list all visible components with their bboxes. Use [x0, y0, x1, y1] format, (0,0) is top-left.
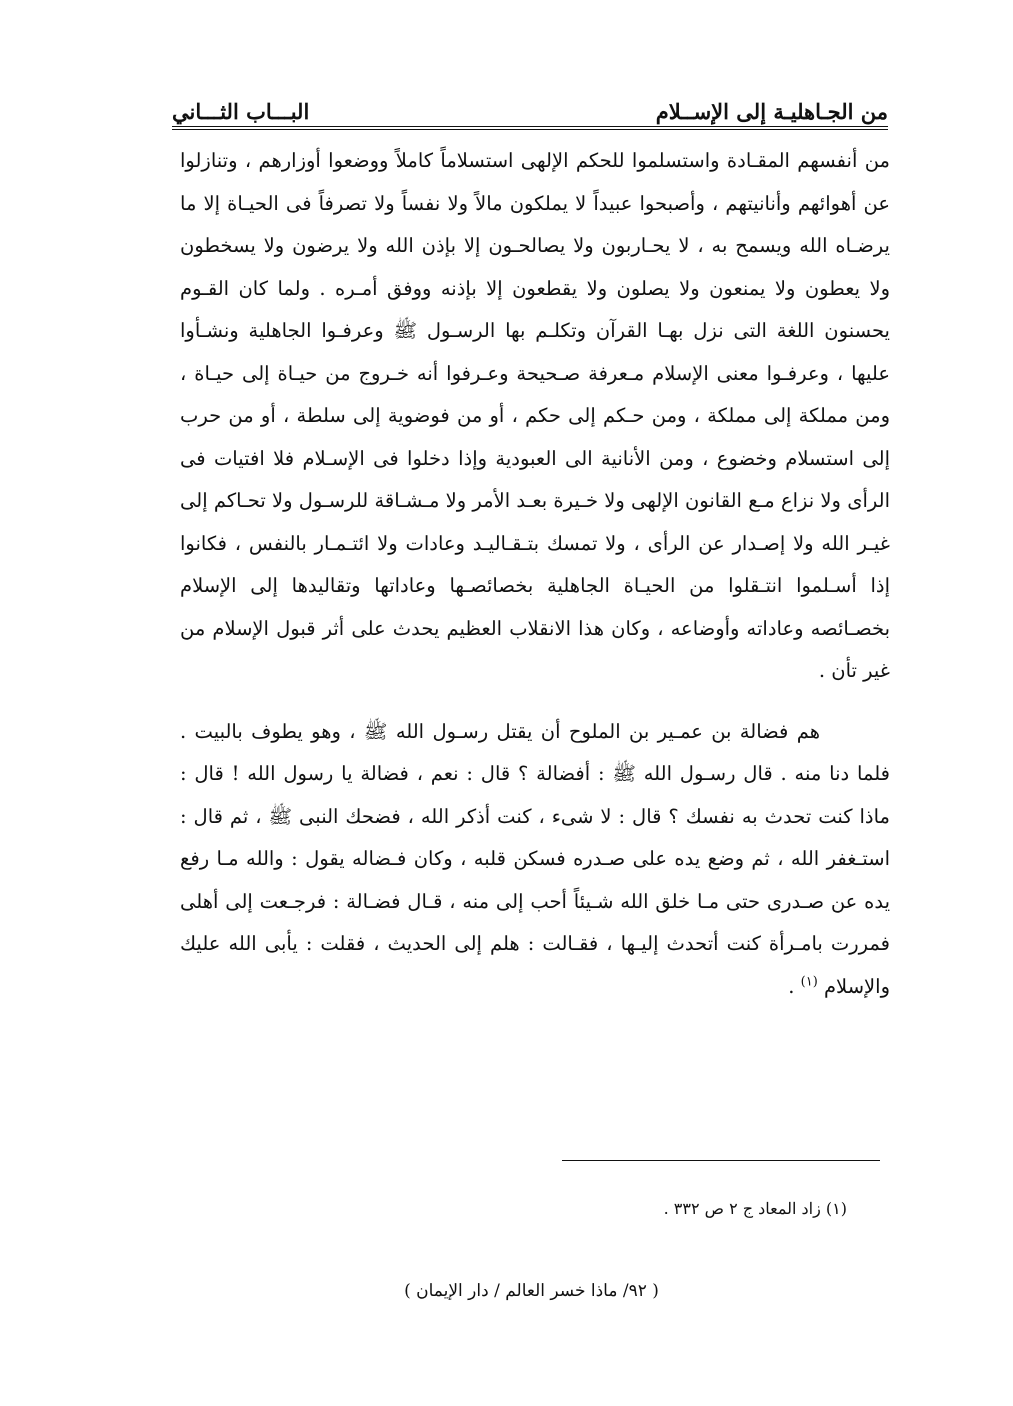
footnote-separator [562, 1160, 880, 1161]
footnote-reference: (١) [800, 974, 818, 989]
paragraph-2-end: . [788, 974, 801, 998]
header-book-section-title: من الجـاهليـة إلى الإســلام [655, 99, 888, 124]
page-footer: ( ٩٢/ ماذا خسر العالم / دار الإيمان ) [404, 1281, 659, 1301]
main-text [180, 140, 890, 1008]
header-rule [172, 126, 888, 130]
paragraph-1: من أنفسهم المقـادة واستسلموا للحكم الإلهى استسلاماً كاملاً ووضعوا أوزارهم ، وتنازلوا عن أهوائهم وأنانيتهم ، وأصبحوا عبيداً لا يملكون مالاً ولا نفساً ولا تصرفاً فى الحيـاة إلا ما يرضـاه الله ويسمح به ، لا يحـاربون ولا يصالحـون إلا بإذن الله ولا يرضون ولا يسخطون ولا يعطون ولا يمنعون ولا يصلون ولا يقطعون إلا بإذنه ووفق أمـره . ولما كان القـوم يحسنون اللغة التى نزل بهـا القرآن وتكلـم بها الرسـول ﷺ وعرفـوا الجاهلية ونشـأوا عليها ، وعرفـوا معنى الإسلام مـعرفة صـحيحة وعـرفوا أنه خـروج من حيـاة إلى حيـاة ، ومن مملكة إلى مملكة ، ومن حـكم إلى حكم ، أو من فوضوية إلى سلطة ، أو من حرب إلى استسلام وخضوع ، ومن الأنانية الى العبودية وإذا دخلوا فى الإسـلام فلا افتيات فى الرأى ولا نزاع مـع القانون الإلهى ولا خـيرة بعـد الأمر ولا مـشـاقة للرسـول ولا تحـاكم إلى غيـر الله ولا إصـدار عن الرأى ، ولا تمسك بتـقـاليـد وعادات ولا ائتـمـار بالنفس ، فكانوا إذا أسـلموا انتـقلوا من الحيـاة الجاهلية بخصائصـها وعاداتها وتقاليدها إلى الإسلام بخصـائصه وعاداته وأوضاعه ، وكان هذا الانقلاب العظيم يحدث على أثر قبول الإسلام من غير تأن . [180, 149, 890, 682]
paragraph-2 [180, 711, 890, 1009]
running-header [172, 86, 888, 126]
paragraph-2-text: هم فضالة بن عمـير بن الملوح أن يقتل رسـول الله ﷺ ، وهو يطوف بالبيت . فلما دنا منه . قال رسـول الله ﷺ : أفضالة ؟ قال : نعم ، فضالة يا رسول الله ! قال : ماذا كنت تحدث به نفسك ؟ قال : لا شىء ، كنت أذكر الله ، فضحك النبى ﷺ ، ثم قال : استـغفر الله ، ثم وضع يده على صـدره فسكن قلبه ، وكان فـضاله يقول : والله مـا رفع يده عن صـدرى حتى مـا خلق الله شـيئاً أحب إلى منه ، قـال فضـالة : فرجـعت إلى أهلى فمررت بامـرأة كنت أتحدث إليـها ، فقـالت : هلم إلى الحديث ، فقلت : يأبى الله عليك والإسلام [180, 719, 890, 998]
header-chapter-title: البـــاب الثـــاني [172, 99, 310, 124]
footnote: (١) زاد المعاد ج ٢ ص ٣٣٢ . [663, 1199, 847, 1218]
